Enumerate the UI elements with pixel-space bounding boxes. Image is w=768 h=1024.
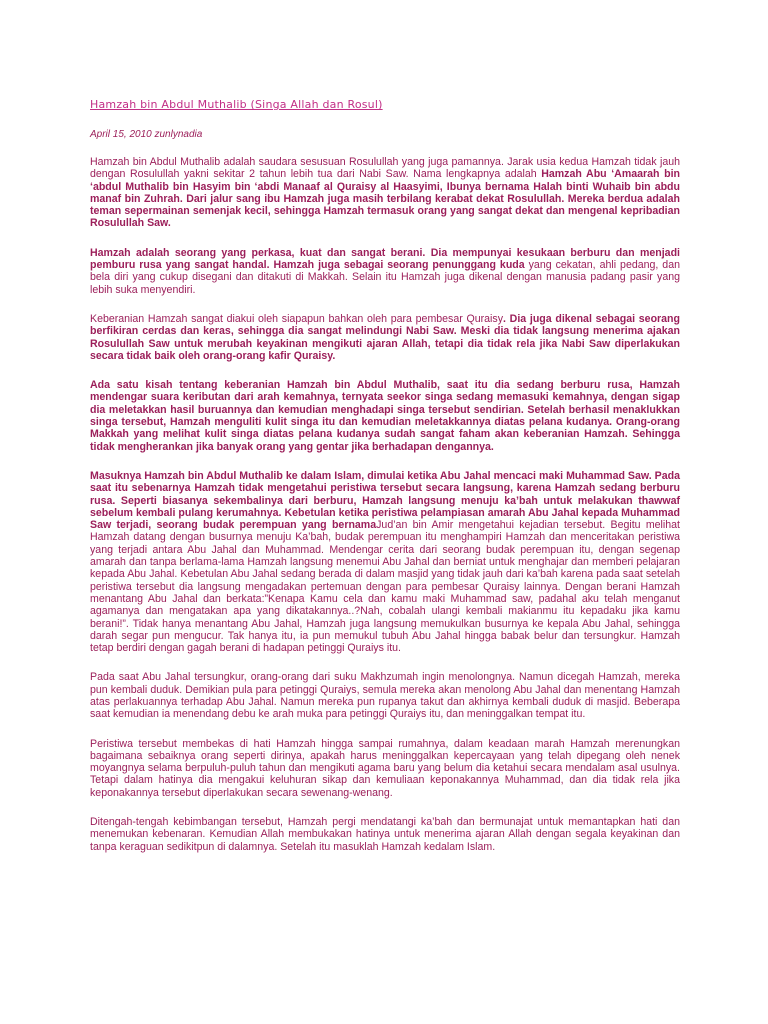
bold-text-run: Ada satu kisah tentang keberanian Hamzah bin Abdul Muthalib, saat itu dia sedang berburu rusa, Hamzah mendengar suara keributan dari arah kemahnya, ternyata seekor singa sedang memasuki kemahnya, dengan sigap dia meletakkan hasil buruannya dan kemudian menghadapi singa tersebut sendirian. Setelah berhasil menaklukkan singa tersebut, Hamzah menguliti kulit singa itu dan kemudian meletakkannya diatas pelana kudanya. Orang-orang Makkah yang melihat kulit singa diatas pelana kudanya sudah sangat faham akan keberanian Hamzah. Sehingga tidak mengherankan jika banyak orang yang gentar jika berhadapan dengannya. xyxy=(90,379,680,453)
paragraph xyxy=(90,313,680,362)
bold-text-run: Hamzah adalah seorang yang perkasa, kuat dan sangat berani. Dia mempunyai kesukaan berburu dan menjadi pemburu rusa yang sangat handal. Hamzah juga sebagai seorang penunggang kuda xyxy=(90,246,680,272)
text-run: Jud’an bin Amir mengetahui kejadian tersebut. Begitu melihat Hamzah datang dengan busurnya menuju Ka’bah, budak perempuan itu menghampiri Hamzah dan menceritakan peristiwa yang terjadi antara Abu Jahal dan Muhammad. Mendengar cerita dari seorang budak perempuan itu, dengan segenap amarah dan tanpa berlama-lama Hamzah langsung menemui Abu Jahal dan berniat untuk menghajar dan memberi pelajaran kepada Abu Jahal. Kebetulan Abu Jahal sedang berada di dalam masjid yang tidak jauh dari ka’bah karena pada saat setelah peristiwa tersebut dia langsung mengadakan pertemuan dengan para pembesar Quraisy lainnya. Dengan berani Hamzah menantang Abu Jahal dan berkata:”Kenapa Kamu cela dan kamu maki Muhammad saw, padahal aku telah menganut agamanya dan mengatakan apa yang dikatakannya..?Nah, cobalah ulangi kembali makianmu itu kepadaku jika kamu berani!”. Tidak hanya menantang Abu Jahal, Hamzah juga langsung memukulkan busurnya ke kepala Abu Jahal, sehingga darah segar pun mengucur. Tak hanya itu, ia pun memukul tubuh Abu Jahal hingga babak belur dan tersungkur. Hamzah tetap berdiri dengan gagah berani di hadapan petinggi Quraiys itu. xyxy=(90,519,680,655)
paragraph xyxy=(90,156,680,230)
article xyxy=(90,98,680,870)
text-run: Peristiwa tersebut membekas di hati Hamzah hingga sampai rumahnya, dalam keadaan marah Hamzah merenungkan bagaimana sebaiknya orang seperti dirinya, apakah harus meninggalkan kepercayaan yang telah dipegang oleh nenek moyangnya selama berpuluh-puluh tahun dan mengikuti agama baru yang belum dia ketahui secara mendalam asal usulnya. Tetapi dalam hatinya dia mengakui keluhuran sikap dan kemuliaan keponakannya Muhammad, dan dia tidak rela jika keponakannya tersebut diperlakukan secara sewenang-wenang. xyxy=(90,737,680,799)
article-body xyxy=(90,156,680,853)
paragraph xyxy=(90,671,680,720)
paragraph xyxy=(90,816,680,853)
bold-text-run: Masuknya Hamzah bin Abdul Muthalib ke dalam Islam, dimulai ketika Abu Jahal mencaci maki Muhammad Saw. Pada saat itu sebenarnya Hamzah tidak mengetahui peristiwa tersebut secara langsung, karena Hamzah sedang berburu rusa. Seperti biasanya sekembalinya dari berburu, Hamzah langsung menuju ka’bah untuk melakukan thawwaf sebelum kembali pulang kerumahnya. Kebetulan ketika peristiwa pelampiasan amarah Abu Jahal kepada Muhammad Saw terjadi, seorang budak perempuan yang bernama xyxy=(90,469,680,532)
text-run: Keberanian Hamzah sangat diakui oleh siapapun bahkan oleh para pembesar Quraisy xyxy=(90,312,503,325)
paragraph xyxy=(90,247,680,296)
paragraph xyxy=(90,738,680,799)
text-run: yang cekatan, ahli pedang, dan bela diri yang cukup disegani dan ditakuti di Makkah. Selain itu Hamzah juga dikenal dengan manusia padang pasir yang lebih suka menyendiri. xyxy=(90,259,680,296)
bold-text-run: . Dia juga dikenal sebagai seorang berfikiran cerdas dan keras, sehingga dia sangat melindungi Nabi Saw. Meski dia tidak langsung menerima ajakan Rosulullah Saw untuk merubah keyakinan mengikuti ajaran Allah, tetapi dia tidak rela jika Nabi Saw diperlakukan secara tidak baik oleh orang-orang kafir Quraisy. xyxy=(90,312,680,362)
paragraph xyxy=(90,379,680,453)
text-run: Ditengah-tengah kebimbangan tersebut, Hamzah pergi mendatangi ka’bah dan bermunajat untuk memantapkan hati dan menemukan kebenaran. Kemudian Allah membukakan hatinya untuk menerima ajaran Allah dengan segala keyakinan dan tanpa keraguan sedikitpun di dalamnya. Setelah itu masuklah Hamzah kedalam Islam. xyxy=(90,816,680,853)
bold-text-run: Hamzah Abu ‘Amaarah bin ‘abdul Muthalib bin Hasyim bin ‘abdi Manaaf al Quraisy al Haasyimi, Ibunya bernama Halah binti Wuhaib bin abdu manaf bin Zuhrah. Dari jalur sang ibu Hamzah juga masih terbilang kerabat dekat Rosulullah. Mereka berdua adalah teman sepermainan semenjak kecil, sehingga Hamzah termasuk orang yang sangat dekat dan mengenal kepribadian Rosulullah Saw. xyxy=(90,168,680,230)
article-title[interactable]: Hamzah bin Abdul Muthalib (Singa Allah dan Rosul) xyxy=(90,98,383,111)
text-run: Hamzah bin Abdul Muthalib adalah saudara sesusuan Rosulullah yang juga pamannya. Jarak usia kedua Hamzah tidak jauh dengan Rosulullah yakni sekitar 2 tahun lebih tua dari Nabi Saw. Nama lengkapnya adalah xyxy=(90,156,680,181)
paragraph xyxy=(90,470,680,654)
text-run: Pada saat Abu Jahal tersungkur, orang-orang dari suku Makhzumah ingin menolongnya. Namun dicegah Hamzah, mereka pun kembali duduk. Demikian pula para petinggi Quraiys, semula mereka akan menolong Abu Jahal dan menentang Hamzah atas perlakuannya terhadap Abu Jahal. Namun mereka pun rupanya takut dan akhirnya kembali duduk di masjid. Beberapa saat kemudian ia menendang debu ke arah muka para petinggi Quraiys itu, dan meninggalkan tempat itu. xyxy=(90,671,680,721)
article-meta: April 15, 2010 zunlynadia xyxy=(90,129,203,140)
